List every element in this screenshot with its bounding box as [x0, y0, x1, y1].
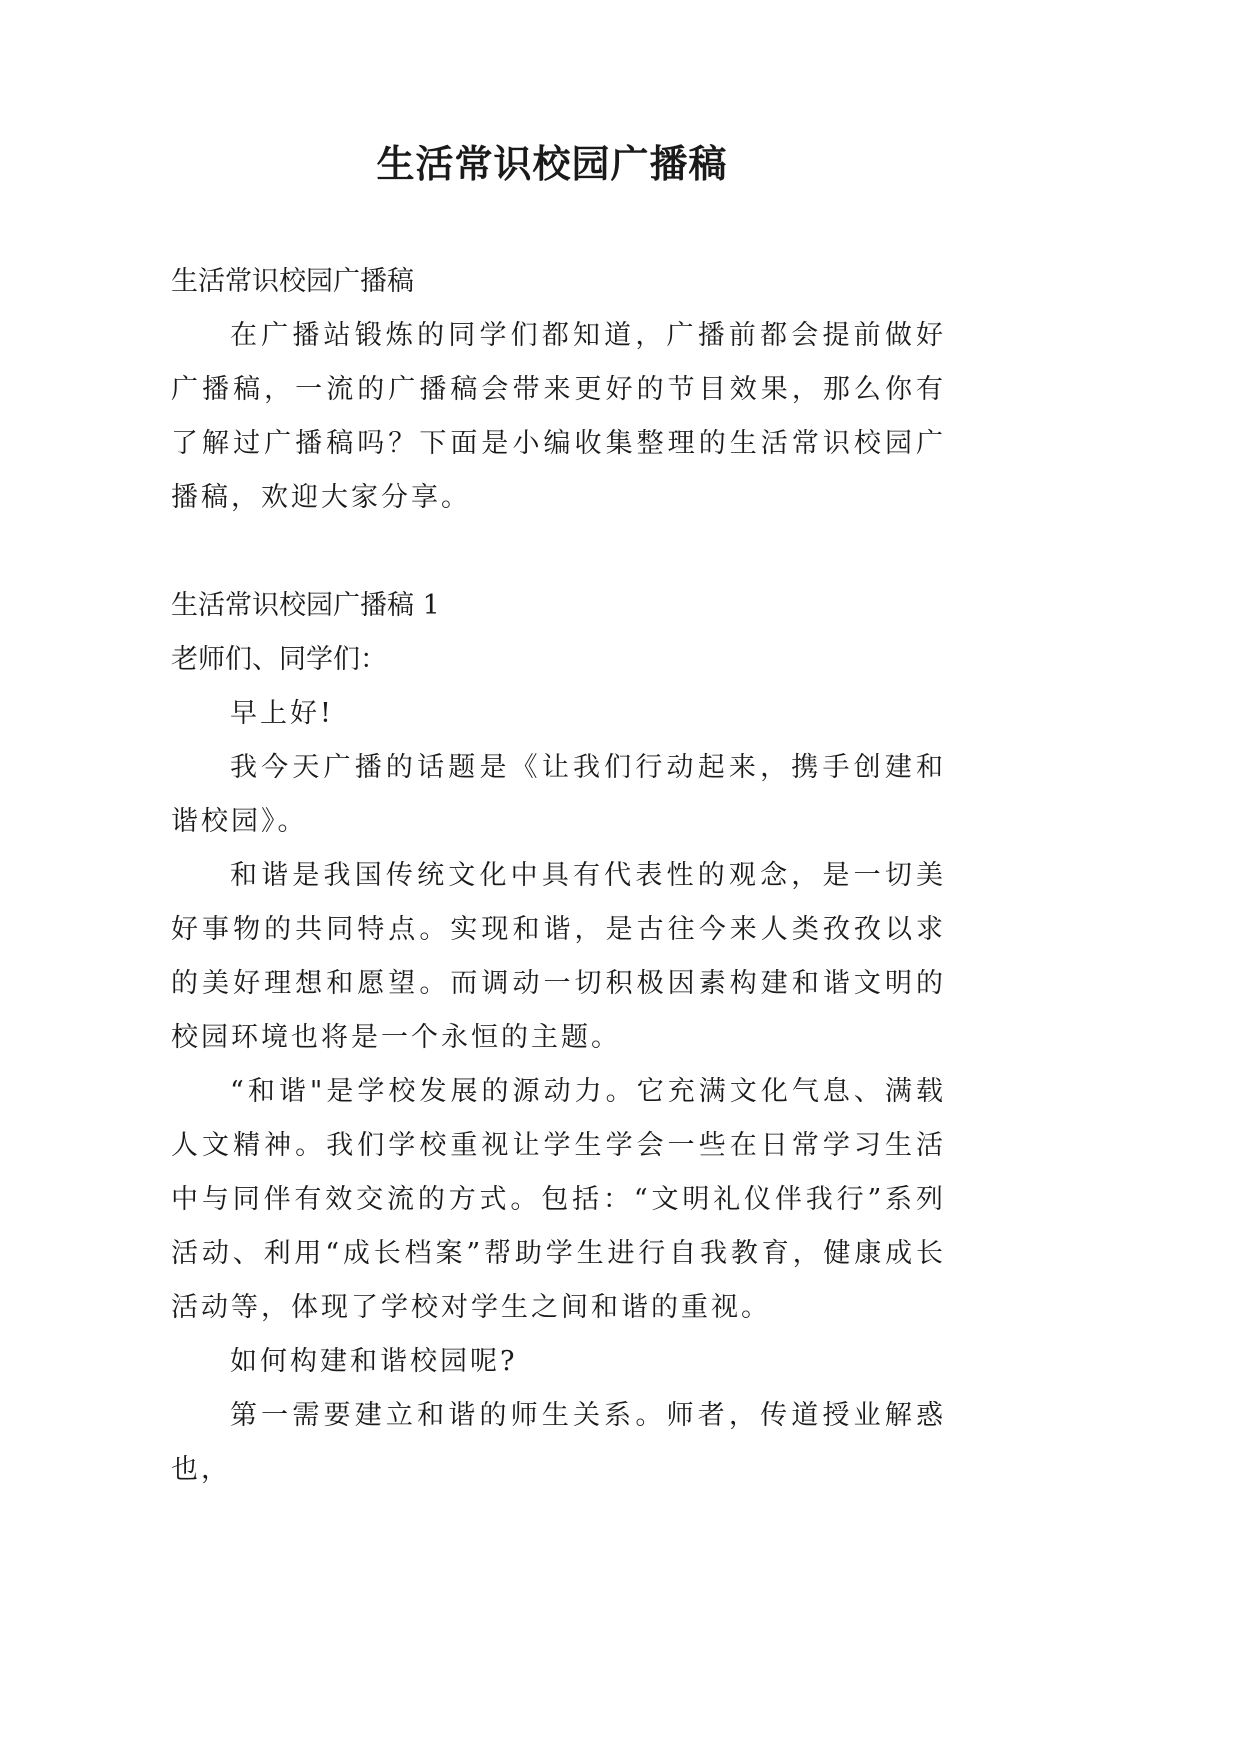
paragraph-first-point: 第一需要建立和谐的师生关系。师者，传道授业解惑也， [171, 1400, 946, 1485]
document-body [171, 255, 946, 1497]
section-heading: 生活常识校园广播稿 1 [171, 590, 440, 621]
paragraph-question: 如何构建和谐校园呢? [230, 1346, 518, 1377]
document-title: 生活常识校园广播稿 [376, 141, 728, 186]
paragraph-greeting: 早上好! [230, 698, 334, 729]
paragraph-school-harmony: “和谐"是学校发展的源动力。它充满文化气息、满载人文精神。我们学校重视让学生学会一些在日常学习生活中与同伴有效交流的方式。包括：“文明礼仪伴我行”系列活动、利用“成长档案”帮助学生进行自我教育，健康成长活动等，体现了学校对学生之间和谐的重视。 [171, 1076, 946, 1323]
salutation: 老师们、同学们： [171, 644, 387, 675]
intro-paragraph: 在广播站锻炼的同学们都知道，广播前都会提前做好广播稿，一流的广播稿会带来更好的节目效果，那么你有了解过广播稿吗？下面是小编收集整理的生活常识校园广播稿，欢迎大家分享。 [171, 320, 946, 513]
document-subtitle: 生活常识校园广播稿 [171, 266, 414, 297]
section-spacer [171, 525, 946, 579]
paragraph-topic: 我今天广播的话题是《让我们行动起来，携手创建和谐校园》。 [171, 752, 946, 837]
paragraph-harmony: 和谐是我国传统文化中具有代表性的观念，是一切美好事物的共同特点。实现和谐，是古往今来人类孜孜以求的美好理想和愿望。而调动一切积极因素构建和谐文明的校园环境也将是一个永恒的主题。 [171, 860, 946, 1053]
